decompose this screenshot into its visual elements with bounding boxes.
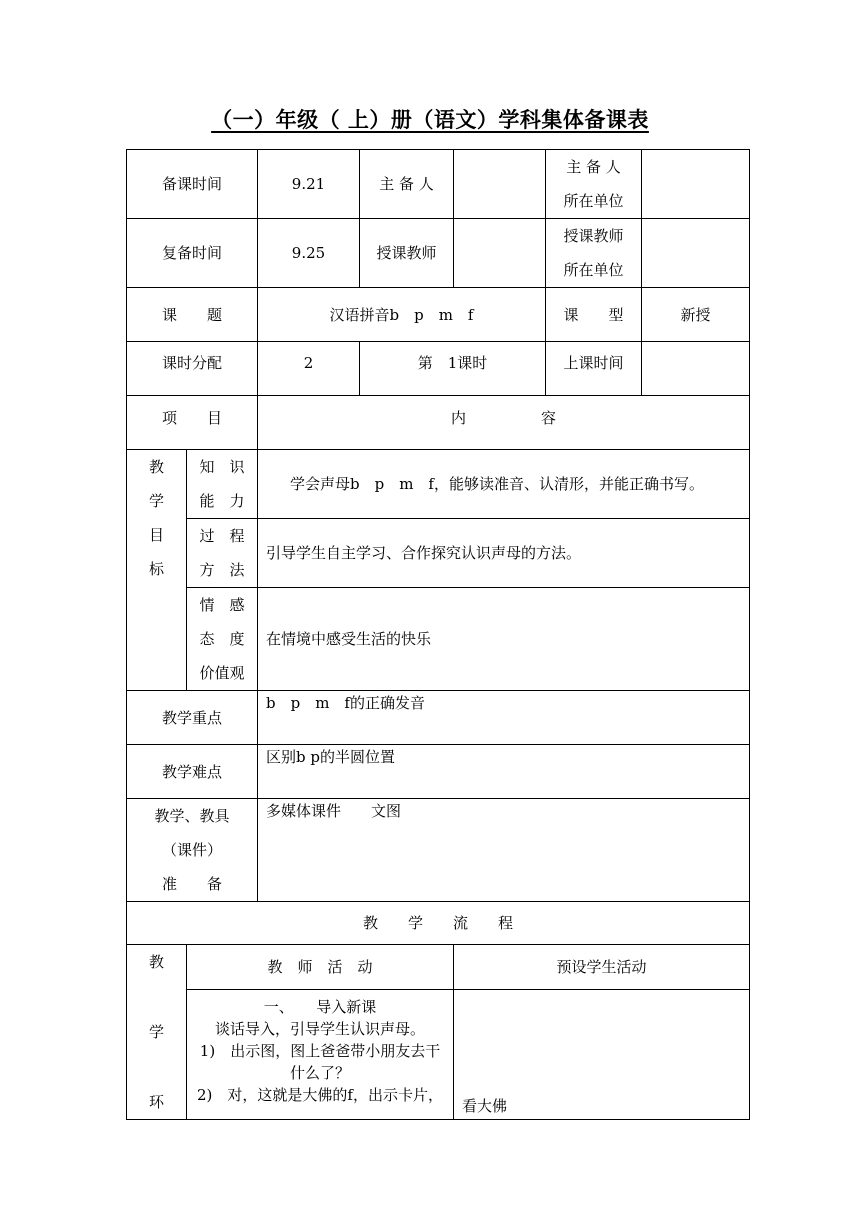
- row-topic: [127, 288, 750, 342]
- lesson-type-value: 新授: [642, 288, 750, 342]
- tools-content: 多媒体课件 文图: [258, 799, 750, 902]
- teacher-value: [454, 219, 546, 288]
- main-preparer-unit-label: 主 备 人 所在单位: [546, 150, 642, 219]
- prep-time-value: 9.21: [258, 150, 360, 219]
- flow-side-label: 教 学 环: [127, 945, 187, 1120]
- row-flow-content: [127, 990, 750, 1120]
- teacher-line: 谈话导入，引导学生认识声母。: [214, 1020, 425, 1039]
- process-content: 引导学生自主学习、合作探究认识声母的方法。: [258, 519, 750, 588]
- row-goal-process: [127, 519, 750, 588]
- emotion-content: 在情境中感受生活的快乐: [258, 588, 750, 691]
- main-preparer-label: 主 备 人: [360, 150, 454, 219]
- class-time-label: 上课时间: [546, 342, 642, 396]
- knowledge-label: 知 识 能 力: [187, 450, 258, 519]
- knowledge-content: 学会声母b p m f，能够读准音、认清形，并能正确书写。: [258, 450, 750, 519]
- content-header: 内 容: [258, 396, 750, 450]
- teacher-label: 授课教师: [360, 219, 454, 288]
- difficulty-label: 教学难点: [127, 745, 258, 799]
- lesson-type-label: 课 型: [546, 288, 642, 342]
- key-point-content: b p m f的正确发音: [258, 691, 750, 745]
- emotion-label: 情 感 态 度 价值观: [187, 588, 258, 691]
- row-goal-knowledge: [127, 450, 750, 519]
- lesson-plan-table: [126, 149, 750, 1120]
- key-point-label: 教学重点: [127, 691, 258, 745]
- student-activity-header: 预设学生活动: [454, 945, 750, 990]
- topic-value: 汉语拼音b p m f: [258, 288, 546, 342]
- process-label: 过 程 方 法: [187, 519, 258, 588]
- class-time-value: [642, 342, 750, 396]
- page-title: （一）年级（ 上）册（语文）学科集体备课表: [211, 108, 649, 132]
- flow-header: 教 学 流 程: [127, 902, 750, 945]
- item-header: 项 目: [127, 396, 258, 450]
- row-header: [127, 396, 750, 450]
- teacher-unit-label: 授课教师 所在单位: [546, 219, 642, 288]
- row-flow-columns: [127, 945, 750, 990]
- teacher-activity-content: [187, 990, 454, 1120]
- teacher-unit-value: [642, 219, 750, 288]
- tools-label: 教学、教具 （课件） 准 备: [127, 799, 258, 902]
- student-activity-content: 看大佛: [454, 990, 750, 1120]
- main-preparer-value: [454, 150, 546, 219]
- row-flow-header: [127, 902, 750, 945]
- teacher-activity-header: 教 师 活 动: [187, 945, 454, 990]
- main-preparer-unit-value: [642, 150, 750, 219]
- period-count: 2: [258, 342, 360, 396]
- row-prep-time: [127, 150, 750, 219]
- row-tools: [127, 799, 750, 902]
- goals-side-label: 教 学 目 标: [127, 450, 187, 691]
- period-label: 课时分配: [127, 342, 258, 396]
- teacher-line: 什么了？: [289, 1064, 350, 1083]
- row-review-time: [127, 219, 750, 288]
- difficulty-content: 区别b p的半圆位置: [258, 745, 750, 799]
- teacher-line: 2) 对，这就是大佛的f，出示卡片，: [197, 1086, 443, 1105]
- teacher-line: 一、 导入新课: [263, 998, 377, 1017]
- review-time-label: 复备时间: [127, 219, 258, 288]
- row-period: [127, 342, 750, 396]
- prep-time-label: 备课时间: [127, 150, 258, 219]
- row-key-point: [127, 691, 750, 745]
- teacher-line: 1) 出示图，图上爸爸带小朋友去干: [199, 1042, 441, 1061]
- row-difficulty: [127, 745, 750, 799]
- topic-label: 课 题: [127, 288, 258, 342]
- review-time-value: 9.25: [258, 219, 360, 288]
- row-goal-emotion: [127, 588, 750, 691]
- period-number: 第 1课时: [360, 342, 546, 396]
